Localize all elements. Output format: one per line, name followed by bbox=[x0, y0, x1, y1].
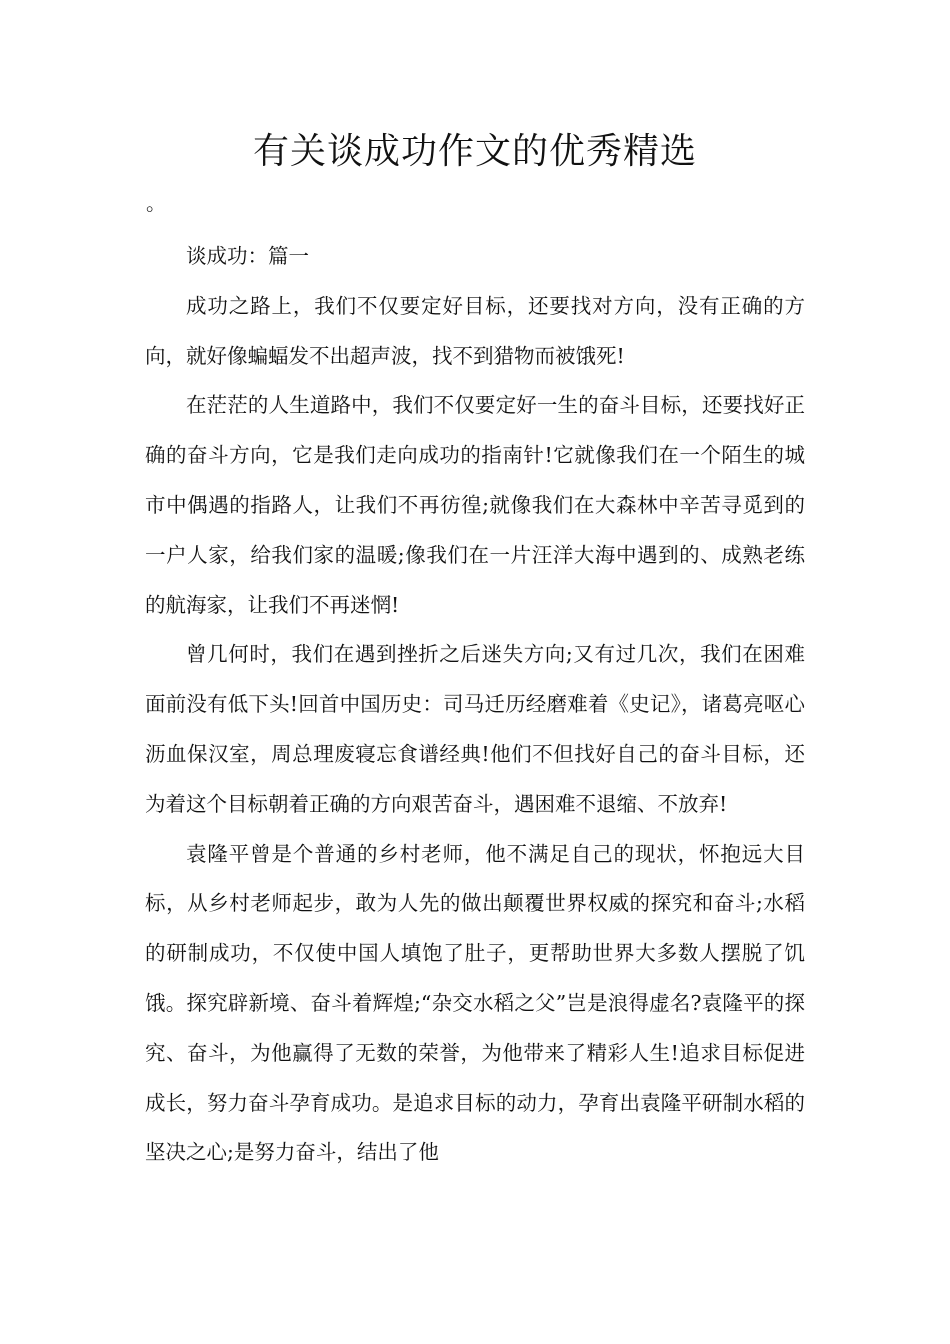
document-title: 有关谈成功作文的优秀精选 bbox=[252, 131, 697, 172]
paragraph-2: 在茫茫的人生道路中，我们不仅要定好一生的奋斗目标，还要找好正确的奋斗方向，它是我们走向成功的指南针!它就像我们在一个陌生的城市中偶遇的指路人，让我们不再彷徨;就像我们在大森林中辛苦寻觅到的一户人家，给我们家的温暖;像我们在一片汪洋大海中遇到的、成熟老练的航海家，让我们不再迷惘! bbox=[145, 393, 805, 617]
paragraph-1: 成功之路上，我们不仅要定好目标，还要找对方向，没有正确的方向，就好像蝙蝠发不出超声波，找不到猎物而被饿死! bbox=[145, 293, 805, 368]
paragraph-4: 袁隆平曾是个普通的乡村老师，他不满足自己的现状，怀抱远大目标，从乡村老师起步，敢为人先的做出颠覆世界权威的探究和奋斗;水稻的研制成功，不仅使中国人填饱了肚子，更帮助世界大多数人摆脱了饥饿。探究辟新境、奋斗着辉煌;“杂交水稻之父”岂是浪得虚名?袁隆平的探究、奋斗，为他赢得了无数的荣誉，为他带来了精彩人生!追求目标促进成长，努力奋斗孕育成功。是追求目标的动力，孕育出袁隆平研制水稻的坚决之心;是努力奋斗，结出了他 bbox=[145, 841, 805, 1165]
paragraph-3: 曾几何时，我们在遇到挫折之后迷失方向;又有过几次，我们在困难面前没有低下头!回首中国历史：司马迁历经磨难着《史记》，诸葛亮呕心沥血保汉室，周总理废寝忘食谱经典!他们不但找好自己的奋斗目标，还为着这个目标朝着正确的方向艰苦奋斗，遇困难不退缩、不放弃! bbox=[145, 642, 805, 816]
section-heading: 谈成功：篇一 bbox=[186, 244, 309, 268]
stray-punctuation-mark: 。 bbox=[146, 191, 166, 215]
document-body bbox=[145, 232, 805, 1178]
